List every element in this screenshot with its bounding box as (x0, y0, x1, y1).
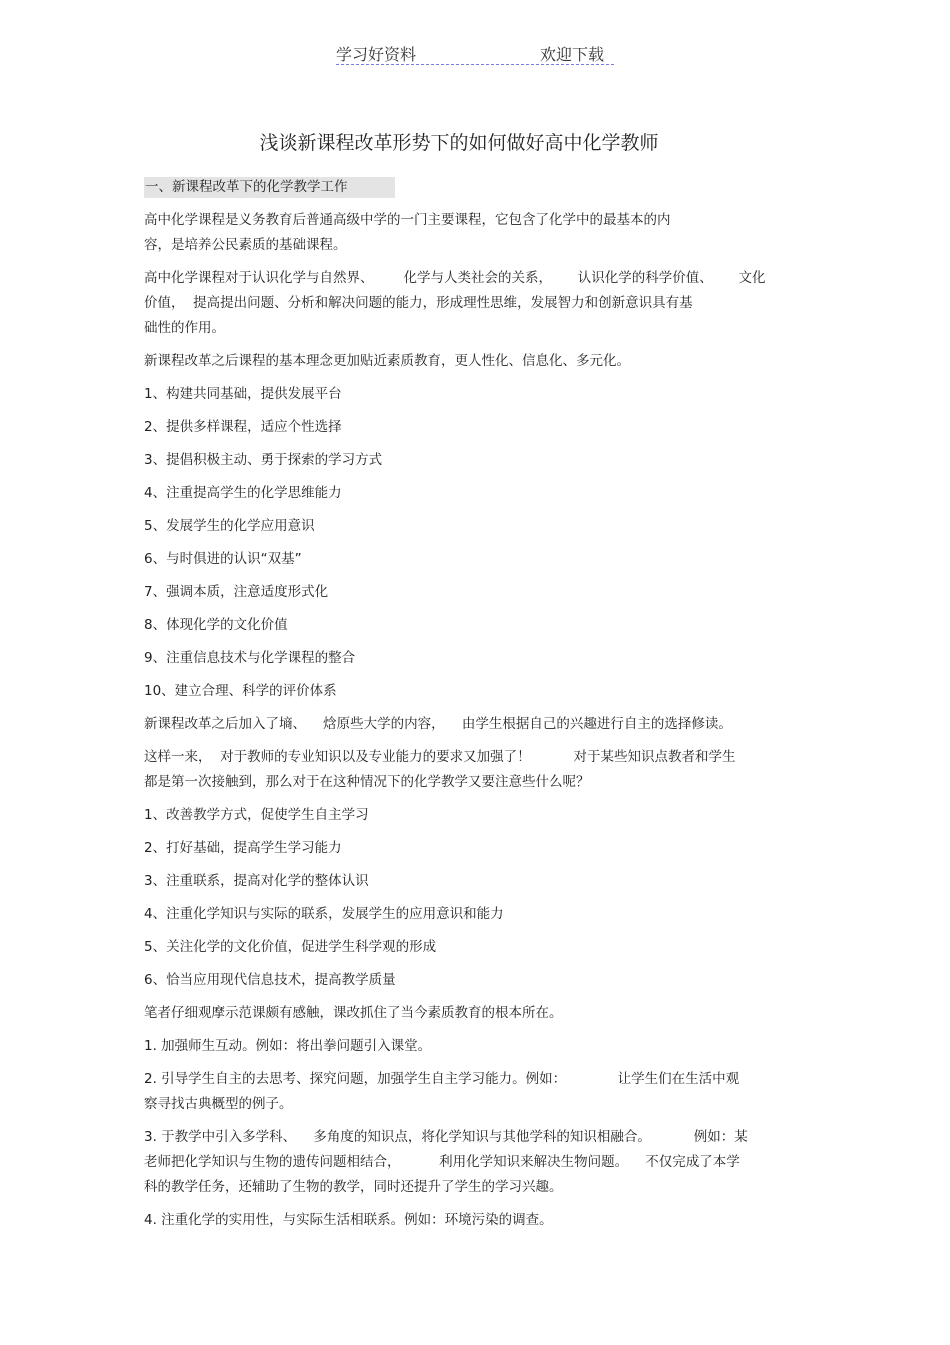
list-item: 4、注重化学知识与实际的联系，发展学生的应用意识和能力 (144, 906, 504, 922)
document-title: 浅谈新课程改革形势下的如何做好高中化学教师 (259, 132, 659, 154)
list-item: 5、发展学生的化学应用意识 (144, 518, 315, 534)
list-item: 6、与时俱进的认识“双基” (144, 551, 302, 567)
paragraph: 高中化学课程对于认识化学与自然界、 化学与人类社会的关系， 认识化学的科学价值、 文化 价值， 提高提出问题、分析和解决问题的能力，形成理性思维，发展智力和创新意识具有基 础性的作用。 (144, 270, 766, 336)
header-left-text: 学习好资料 (336, 45, 417, 64)
list-item: 3. 于教学中引入多学科、 多角度的知识点，将化学知识与其他学科的知识相融合。 例如：某 老师把化学知识与生物的遗传问题相结合， 利用化学知识来解决生物问题。 不仅完成了本学 科的教学任务，还辅助了生物的教学，同时还提升了学生的学习兴趣。 (144, 1129, 748, 1195)
list-item: 7、强调本质，注意适度形式化 (144, 584, 329, 600)
list-item: 2、打好基础，提高学生学习能力 (144, 840, 342, 856)
list-item: 5、关注化学的文化价值，促进学生科学观的形成 (144, 939, 437, 955)
list-item: 4、注重提高学生的化学思维能力 (144, 485, 342, 501)
list-item: 1. 加强师生互动。例如：将出拳问题引入课堂。 (144, 1038, 432, 1054)
section-heading: 一、新课程改革下的化学教学工作 (144, 177, 395, 198)
list-item: 4. 注重化学的实用性，与实际生活相联系。例如：环境污染的调查。 (144, 1212, 553, 1228)
header-right-text: 欢迎下载 (540, 45, 605, 64)
list-item: 6、恰当应用现代信息技术，提高教学质量 (144, 972, 396, 988)
list-item: 8、体现化学的文化价值 (144, 617, 288, 633)
document-body (144, 208, 806, 1233)
list-item: 2、提供多样课程，适应个性选择 (144, 419, 342, 435)
paragraph: 这样一来， 对于教师的专业知识以及专业能力的要求又加强了！ 对于某些知识点教者和学生 都是第一次接触到，那么对于在这种情况下的化学教学又要注意些什么呢？ (144, 749, 736, 790)
list-item: 10、建立合理、科学的评价体系 (144, 683, 337, 699)
paragraph: 笔者仔细观摩示范课颇有感触，课改抓住了当今素质教育的根本所在。 (144, 1005, 563, 1021)
list-item: 3、提倡积极主动、勇于探索的学习方式 (144, 452, 383, 468)
paragraph: 新课程改革之后加入了墒、 焓原些大学的内容， 由学生根据自己的兴趣进行自主的选择修读。 (144, 716, 732, 732)
page-header (336, 40, 614, 65)
paragraph: 高中化学课程是义务教育后普通高级中学的一门主要课程，它包含了化学中的最基本的内 容，是培养公民素质的基础课程。 (144, 212, 671, 253)
list-item: 1、改善教学方式，促使学生自主学习 (144, 807, 369, 823)
list-item: 9、注重信息技术与化学课程的整合 (144, 650, 356, 666)
list-item: 3、注重联系，提高对化学的整体认识 (144, 873, 369, 889)
paragraph: 新课程改革之后课程的基本理念更加贴近素质教育，更人性化、信息化、多元化。 (144, 353, 630, 369)
list-item: 2. 引导学生自主的去思考、探究问题，加强学生自主学习能力。例如： 让学生们在生活中观 察寻找古典概型的例子。 (144, 1071, 740, 1112)
list-item: 1、构建共同基础，提供发展平台 (144, 386, 342, 402)
